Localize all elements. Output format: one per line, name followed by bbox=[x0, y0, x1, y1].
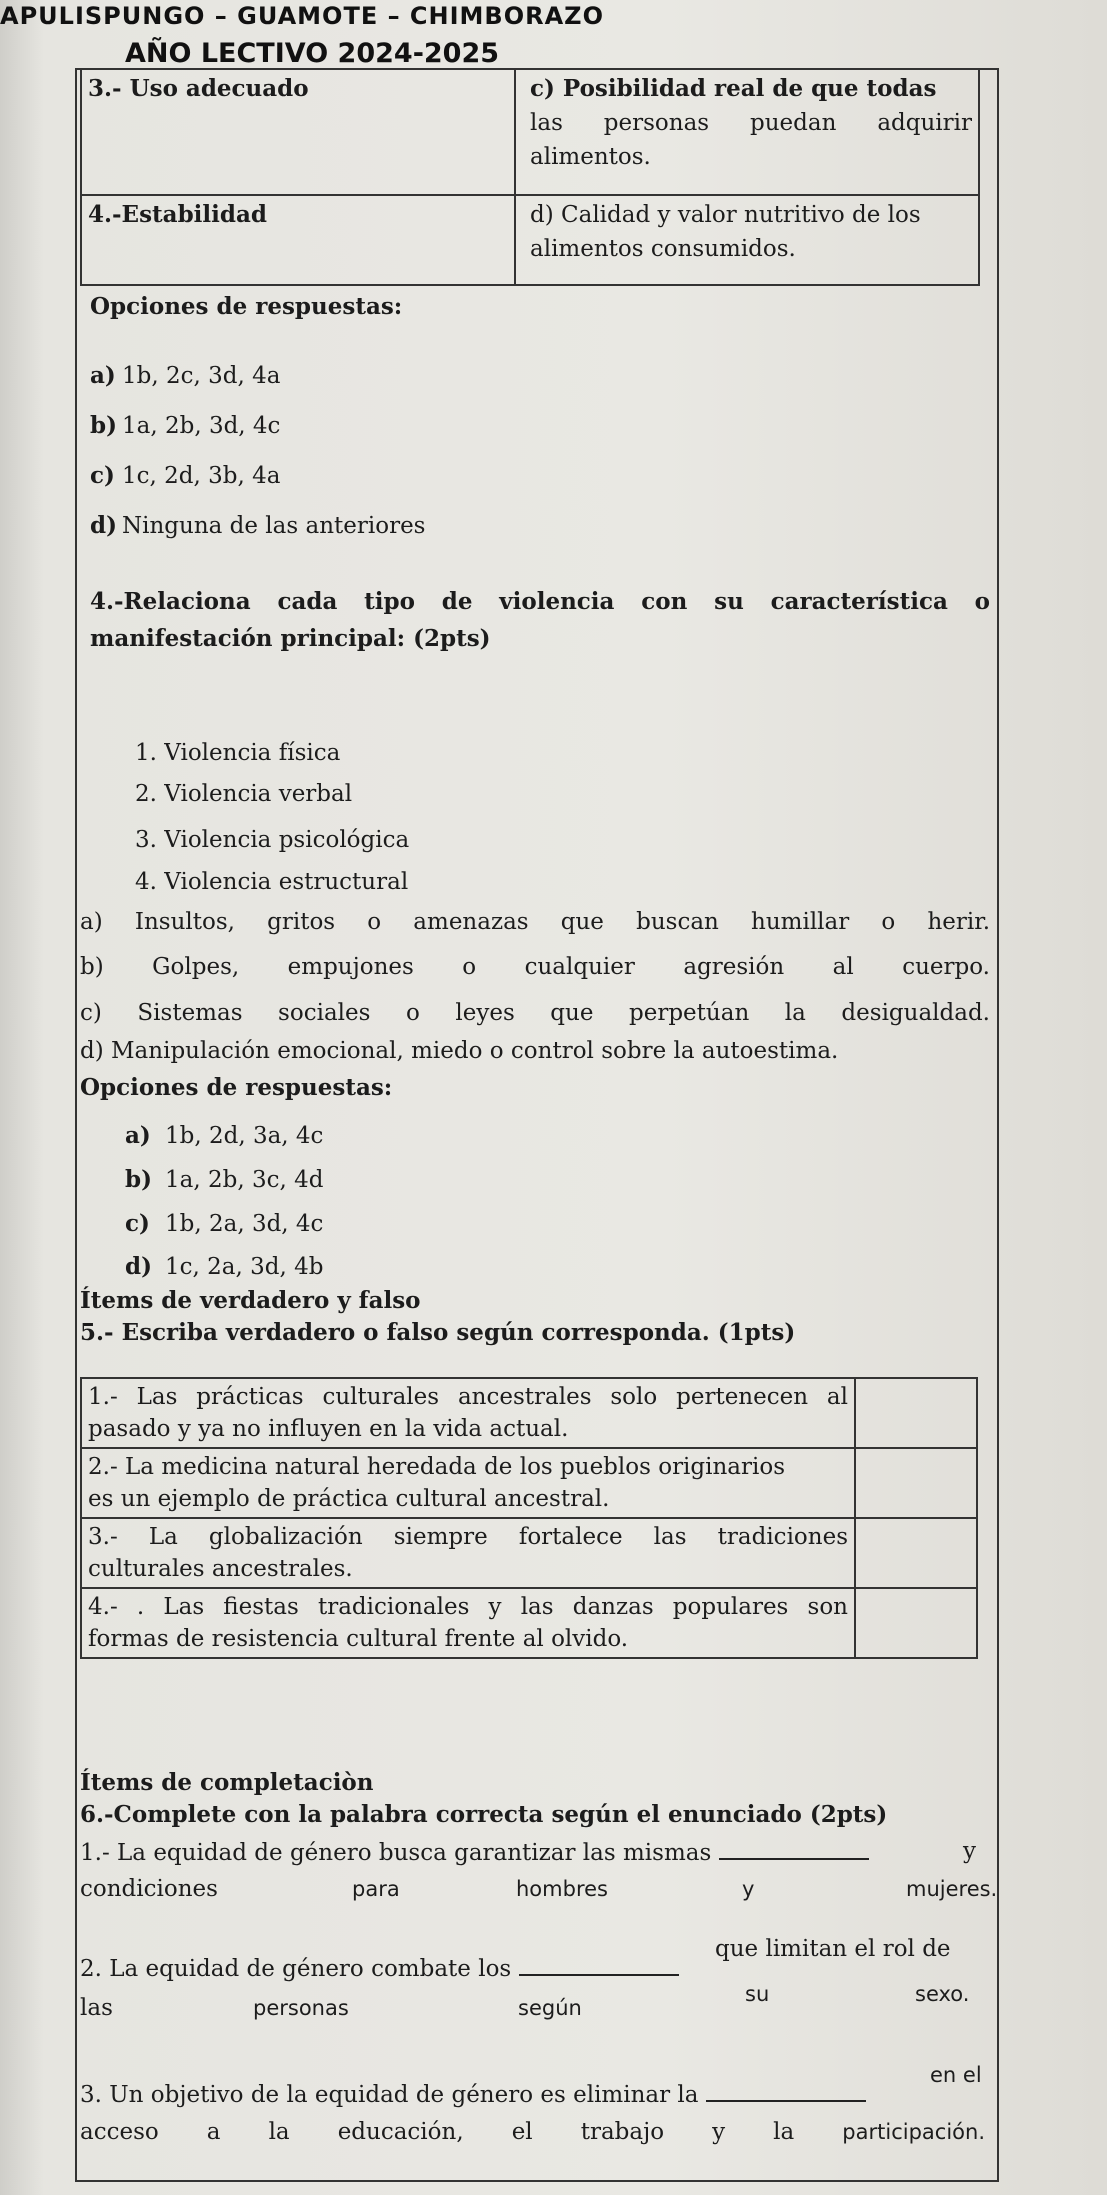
blank-field[interactable] bbox=[706, 2078, 866, 2102]
answer-option[interactable]: b) 1a, 2b, 3c, 4d bbox=[125, 1166, 324, 1193]
answer-cell[interactable] bbox=[855, 1448, 977, 1518]
word: la bbox=[773, 2119, 795, 2145]
completion-line-3b bbox=[80, 2117, 985, 2147]
word-segun: según bbox=[518, 1996, 582, 2020]
answer-cell[interactable] bbox=[855, 1588, 977, 1658]
text-line: d) Calidad y valor nutritivo de los bbox=[530, 202, 921, 228]
violence-description: a) Insultos, gritos o amenazas que buscan humillar o herir. bbox=[80, 909, 990, 935]
word-las: las bbox=[80, 1995, 113, 2021]
word-y: y bbox=[963, 1838, 976, 1864]
q3-right-cell bbox=[515, 69, 979, 195]
sentence-text: 3. Un objetivo de la equidad de género es eliminar la bbox=[80, 2082, 699, 2108]
word-y: y bbox=[742, 1877, 755, 1901]
word: a bbox=[206, 2119, 221, 2145]
blank-field[interactable] bbox=[519, 1952, 679, 1976]
text-line: formas de resistencia cultural frente al olvido. bbox=[88, 1626, 629, 1652]
sentence-tail: en el bbox=[930, 2063, 982, 2087]
q3-left-cell: 4.-Estabilidad bbox=[81, 195, 515, 285]
answer-option[interactable]: d) Ninguna de las anteriores bbox=[90, 512, 426, 539]
school-header: APULISPUNGO – GUAMOTE – CHIMBORAZO bbox=[0, 2, 604, 30]
statement-cell bbox=[81, 1448, 855, 1518]
completion-sentence-1 bbox=[80, 1836, 869, 1868]
table-row bbox=[81, 1588, 977, 1658]
answer-cell[interactable] bbox=[855, 1378, 977, 1448]
answer-option[interactable]: d) 1c, 2a, 3d, 4b bbox=[125, 1253, 324, 1280]
word-hombres: hombres bbox=[516, 1877, 608, 1901]
word: acceso bbox=[80, 2119, 159, 2145]
answer-option[interactable]: c) 1b, 2a, 3d, 4c bbox=[125, 1210, 324, 1237]
table-row bbox=[81, 1378, 977, 1448]
word-condiciones: condiciones bbox=[80, 1876, 218, 1902]
violence-type: 2. Violencia verbal bbox=[135, 781, 353, 807]
word-su: su bbox=[745, 1982, 770, 2006]
word-sexo: sexo. bbox=[915, 1982, 970, 2006]
statement-cell bbox=[81, 1588, 855, 1658]
answer-option[interactable]: c) 1c, 2d, 3b, 4a bbox=[90, 462, 281, 489]
violence-description: c) Sistemas sociales o leyes que perpetúan la desigualdad. bbox=[80, 1000, 990, 1026]
q3-left-cell: 3.- Uso adecuado bbox=[81, 69, 515, 195]
answer-option[interactable]: a) 1b, 2d, 3a, 4c bbox=[125, 1122, 324, 1149]
answer-option[interactable]: b) 1a, 2b, 3d, 4c bbox=[90, 412, 281, 439]
section-title-completion: Ítems de completaciòn bbox=[80, 1769, 374, 1796]
q4-title-line2: manifestación principal: (2pts) bbox=[90, 625, 491, 652]
options-title: Opciones de respuestas: bbox=[80, 1074, 393, 1101]
text-line: es un ejemplo de práctica cultural ancestral. bbox=[88, 1486, 610, 1512]
answer-option[interactable]: a) 1b, 2c, 3d, 4a bbox=[90, 362, 281, 389]
text-line: alimentos consumidos. bbox=[530, 236, 796, 262]
table-row bbox=[81, 69, 979, 195]
section-title-true-false: Ítems de verdadero y falso bbox=[80, 1287, 421, 1314]
sentence-tail: que limitan el rol de bbox=[715, 1936, 951, 1962]
word: la bbox=[268, 2119, 290, 2145]
violence-type: 4. Violencia estructural bbox=[135, 869, 409, 895]
completion-sentence-2 bbox=[80, 1952, 679, 1984]
statement-cell bbox=[81, 1518, 855, 1588]
text-line: 1.- Las prácticas culturales ancestrales solo pertenecen al bbox=[88, 1384, 848, 1410]
word-personas: personas bbox=[253, 1996, 349, 2020]
sentence-text: 1.- La equidad de género busca garantizar las mismas bbox=[80, 1840, 712, 1866]
text-line: pasado y ya no influyen en la vida actual. bbox=[88, 1416, 569, 1442]
q3-right-cell bbox=[515, 195, 979, 285]
text-line: 4.- . Las fiestas tradicionales y las danzas populares son bbox=[88, 1594, 848, 1620]
table-row bbox=[81, 1518, 977, 1588]
table-row bbox=[81, 195, 979, 285]
q6-title: 6.-Complete con la palabra correcta según el enunciado (2pts) bbox=[80, 1801, 888, 1828]
violence-type: 1. Violencia física bbox=[135, 740, 341, 766]
text-line: las personas puedan adquirir bbox=[530, 110, 972, 136]
answer-cell[interactable] bbox=[855, 1518, 977, 1588]
word-para: para bbox=[352, 1877, 400, 1901]
word: trabajo bbox=[580, 2119, 665, 2145]
q3-match-table bbox=[80, 68, 980, 286]
q4-title-line1: 4.-Relaciona cada tipo de violencia con su característica o bbox=[90, 588, 990, 615]
text-line: 3.- La globalización siempre fortalece las tradiciones bbox=[88, 1524, 848, 1550]
text-line: c) Posibilidad real de que todas bbox=[530, 75, 937, 102]
word: el bbox=[511, 2119, 533, 2145]
true-false-table bbox=[80, 1377, 978, 1659]
completion-sentence-3 bbox=[80, 2078, 866, 2110]
q5-title: 5.- Escriba verdadero o falso según corresponda. (1pts) bbox=[80, 1319, 796, 1346]
table-row bbox=[81, 1448, 977, 1518]
school-year: AÑO LECTIVO 2024-2025 bbox=[125, 38, 500, 69]
word: y bbox=[712, 2119, 726, 2145]
sentence-text: 2. La equidad de género combate los bbox=[80, 1956, 512, 1982]
violence-description: b) Golpes, empujones o cualquier agresión al cuerpo. bbox=[80, 954, 990, 980]
blank-field[interactable] bbox=[719, 1836, 869, 1860]
options-title: Opciones de respuestas: bbox=[90, 293, 403, 320]
violence-type: 3. Violencia psicológica bbox=[135, 827, 410, 853]
statement-cell bbox=[81, 1378, 855, 1448]
text-line: culturales ancestrales. bbox=[88, 1556, 353, 1582]
text-line: 2.- La medicina natural heredada de los pueblos originarios bbox=[88, 1454, 786, 1480]
word-mujeres: mujeres. bbox=[906, 1877, 998, 1901]
word: participación. bbox=[842, 2120, 985, 2144]
text-line: alimentos. bbox=[530, 144, 651, 170]
word: educación, bbox=[337, 2119, 464, 2145]
violence-description: d) Manipulación emocional, miedo o control sobre la autoestima. bbox=[80, 1038, 839, 1064]
